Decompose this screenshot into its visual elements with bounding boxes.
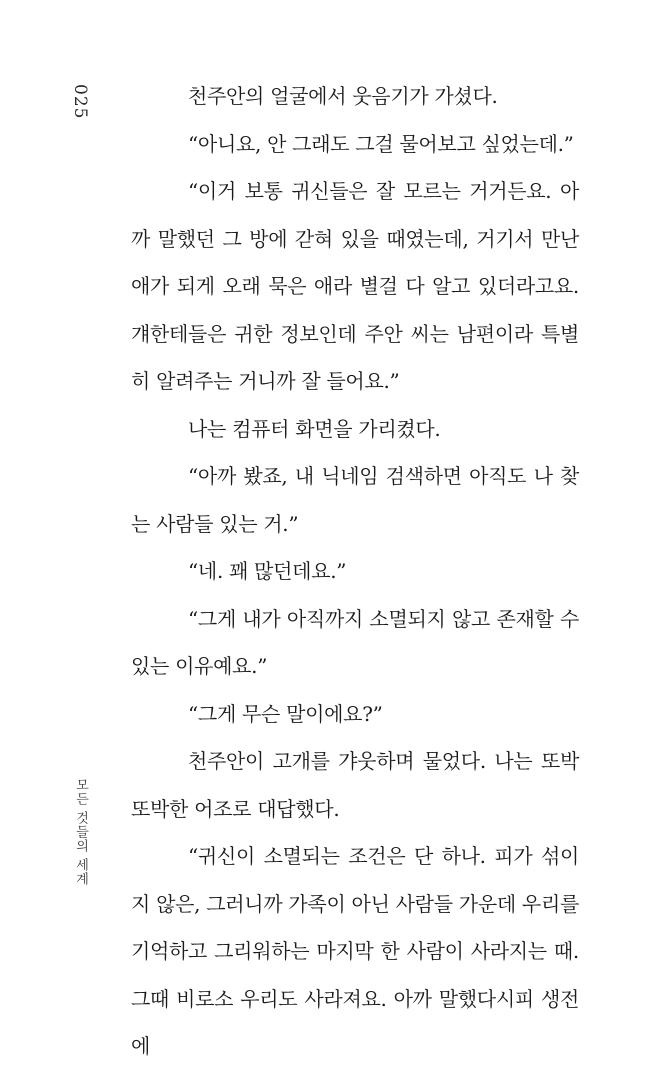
paragraph: “아까 봤죠, 내 닉네임 검색하면 아직도 나 찾는 사람들 있는 거.” bbox=[131, 464, 579, 536]
paragraph: 천주안의 얼굴에서 웃음기가 가셨다. bbox=[188, 84, 498, 108]
running-title: 모든 것들의 세계 bbox=[73, 778, 88, 887]
paragraph: “그게 내가 아직까지 소멸되지 않고 존재할 수 있는 이유예요.” bbox=[131, 606, 579, 678]
paragraph: “아니요, 안 그래도 그걸 물어보고 싶었는데.” bbox=[188, 131, 574, 156]
paragraph: “네. 꽤 많던데요.” bbox=[188, 559, 347, 583]
body-text bbox=[131, 73, 579, 1071]
paragraph: “그게 무슨 말이에요?” bbox=[188, 701, 383, 726]
paragraph: 나는 컴퓨터 화면을 가리켰다. bbox=[188, 416, 441, 441]
paragraph: “귀신이 소멸되는 조건은 단 하나. 피가 섞이지 않은, 그러니까 가족이 아닌 사람들 가운데 우리를 기억하고 그리워하는 마지막 한 사람이 사라지는 때. 그때 비로소 우리도 사라져요. 아까 말했다시피 생전에 bbox=[131, 844, 579, 1058]
page-number: 025 bbox=[70, 84, 90, 120]
paragraph: “이거 보통 귀신들은 잘 모르는 거거든요. 아까 말했던 그 방에 갇혀 있을 때였는데, 거기서 만난 애가 되게 오래 묵은 애라 별걸 다 알고 있더라고요. 걔한테들은 귀한 정보인데 주안 씨는 남편이라 특별히 알려주는 거니까 잘 들어요.” bbox=[131, 179, 579, 393]
paragraph: 천주안이 고개를 갸웃하며 물었다. 나는 또박또박한 어조로 대답했다. bbox=[131, 749, 579, 821]
